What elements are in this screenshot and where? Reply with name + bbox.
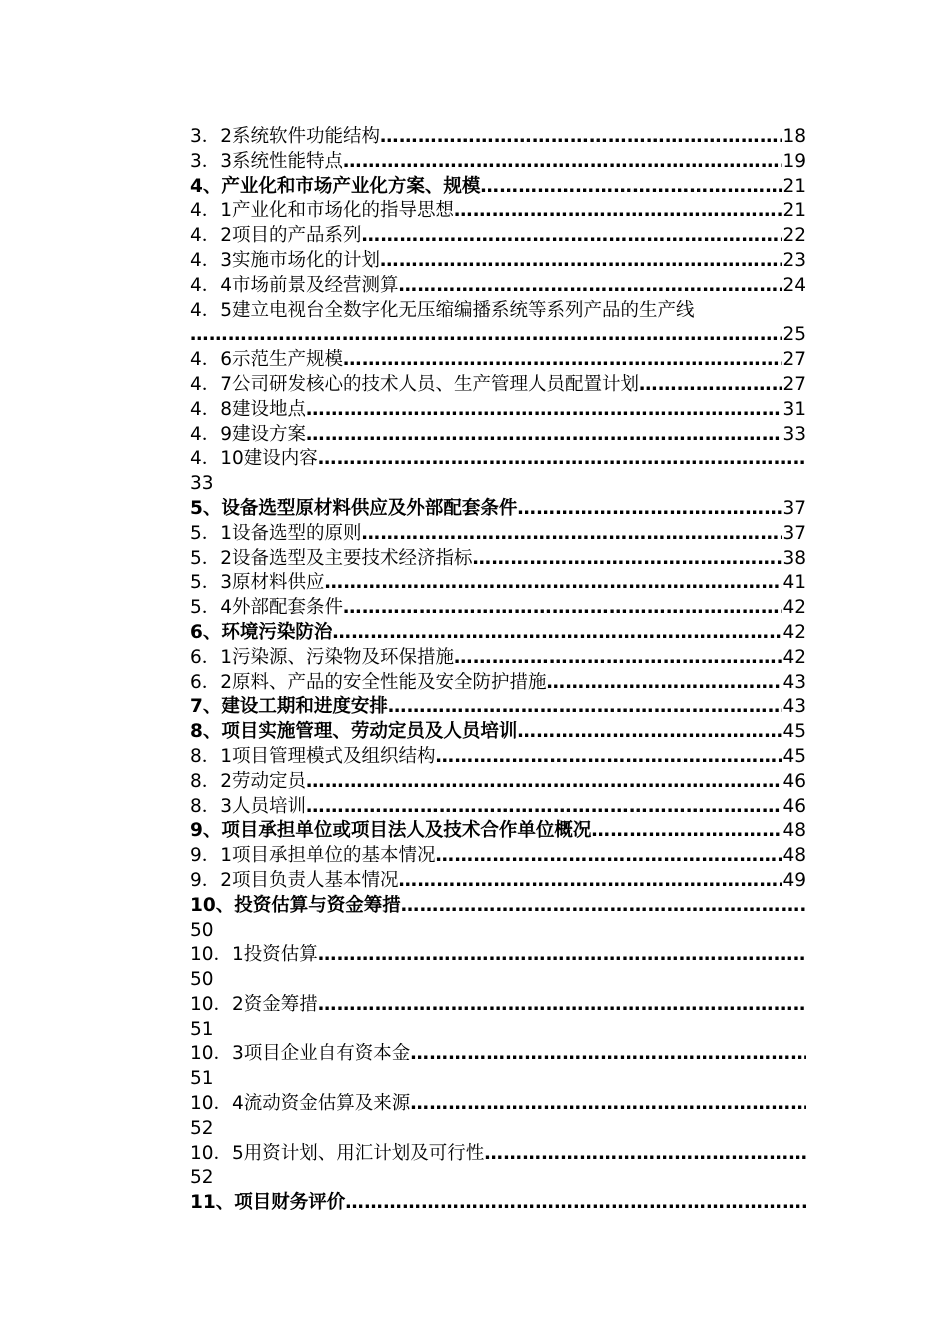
- toc-entry[interactable]: [190, 869, 806, 894]
- toc-entry[interactable]: [190, 943, 806, 968]
- toc-entry-title: 4、产业化和市场产业化方案、规模: [190, 175, 481, 197]
- toc-entry[interactable]: [190, 894, 806, 919]
- toc-entry-title: 8、项目实施管理、劳动定员及人员培训: [190, 721, 518, 743]
- toc-page-number: 43: [782, 671, 806, 693]
- toc-entry-title: 8．3人员培训: [190, 795, 307, 817]
- toc-page-number: 27: [782, 373, 806, 395]
- toc-page-number: 27: [782, 349, 806, 371]
- toc-page-number: 37: [782, 497, 806, 519]
- toc-entry-title: 5．3原材料供应: [190, 572, 325, 594]
- toc-page-number: 42: [782, 621, 806, 643]
- toc-entry-title: 3．2系统软件功能结构: [190, 126, 381, 147]
- toc-page-number: 23: [782, 249, 806, 271]
- toc-dot-leader: [343, 596, 782, 621]
- toc-entry-title: 4．10建设内容: [190, 448, 318, 470]
- toc-dot-leader: [318, 993, 806, 1018]
- toc-dot-leader: [454, 646, 782, 671]
- toc-page-number: 45: [782, 721, 806, 743]
- toc-entry-title: 5、设备选型原材料供应及外部配套条件: [190, 497, 518, 519]
- toc-page-number: 22: [782, 225, 806, 247]
- toc-dot-leader: [517, 720, 782, 745]
- toc-dot-leader: [332, 621, 782, 646]
- toc-page-number: 49: [782, 869, 806, 891]
- toc-entry[interactable]: [190, 596, 806, 621]
- toc-entry[interactable]: [190, 745, 806, 770]
- toc-dot-leader: [325, 571, 783, 596]
- toc-entry[interactable]: [190, 547, 806, 572]
- toc-entry-title: 4．3实施市场化的计划: [190, 249, 381, 271]
- toc-entry-title: 51: [190, 1018, 214, 1040]
- toc-entry-title: 8．2劳动定员: [190, 770, 307, 792]
- toc-dot-leader: [345, 1191, 806, 1216]
- toc-entry-title: 11、项目财务评价: [190, 1192, 346, 1214]
- toc-entry-title: 6．1污染源、污染物及环保措施: [190, 646, 455, 668]
- toc-entry[interactable]: [190, 1191, 806, 1216]
- toc-dot-leader: [306, 423, 782, 448]
- toc-dot-leader: [190, 323, 782, 348]
- toc-page-number: 31: [782, 398, 806, 420]
- toc-entry[interactable]: [190, 1042, 806, 1067]
- toc-dot-leader: [399, 274, 783, 299]
- toc-entry-title: 10．4流动资金估算及来源: [190, 1093, 411, 1115]
- toc-entry[interactable]: [190, 274, 806, 299]
- toc-entry-title: 9．2项目负责人基本情况: [190, 869, 399, 891]
- toc-entry[interactable]: [190, 844, 806, 869]
- toc-entry-title: 10、投资估算与资金筹措: [190, 894, 401, 916]
- toc-page-number: 45: [782, 745, 806, 767]
- toc-entry-title: 5．1设备选型的原则: [190, 522, 362, 544]
- toc-entry-title: 10．1投资估算: [190, 944, 318, 966]
- toc-dot-leader: [517, 497, 782, 522]
- toc-dot-leader: [473, 547, 783, 572]
- toc-entry-title: 4．7公司研发核心的技术人员、生产管理人员配置计划: [190, 373, 640, 395]
- toc-entry[interactable]: [190, 447, 806, 472]
- toc-entry-title: 4．5建立电视台全数字化无压缩编播系统等系列产品的生产线: [190, 299, 695, 321]
- toc-dot-leader: [401, 894, 806, 919]
- toc-entry[interactable]: [190, 1018, 806, 1043]
- toc-page-number: 42: [782, 646, 806, 668]
- toc-dot-leader: [362, 522, 783, 547]
- toc-dot-leader: [306, 770, 782, 795]
- toc-entry[interactable]: [190, 819, 806, 844]
- toc-dot-leader: [410, 1092, 806, 1117]
- toc-entry[interactable]: [190, 373, 806, 398]
- toc-entry-title: 7、建设工期和进度安排: [190, 696, 388, 718]
- toc-page-number: 21: [782, 200, 806, 222]
- toc-page-number: 25: [782, 324, 806, 346]
- toc-entry[interactable]: [190, 646, 806, 671]
- toc-page-number: 24: [782, 274, 806, 296]
- toc-entry[interactable]: [190, 919, 806, 944]
- toc-entry-title: 4．6示范生产规模: [190, 349, 344, 371]
- toc-entry[interactable]: [190, 795, 806, 820]
- toc-dot-leader: [436, 745, 783, 770]
- toc-entry-title: 9、项目承担单位或项目法人及技术合作单位概况: [190, 820, 592, 842]
- toc-page-number: 46: [782, 795, 806, 817]
- toc-entry[interactable]: [190, 770, 806, 795]
- toc-page-number: 48: [782, 845, 806, 867]
- toc-page-number: 41: [782, 572, 806, 594]
- toc-entry-title: 6．2原料、产品的安全性能及安全防护措施: [190, 671, 547, 693]
- toc-entry[interactable]: [190, 522, 806, 547]
- toc-entry[interactable]: [190, 472, 806, 497]
- toc-dot-leader: [639, 373, 782, 398]
- toc-entry[interactable]: [190, 299, 806, 324]
- toc-dot-leader: [343, 348, 782, 373]
- toc-entry-title: 33: [190, 473, 214, 495]
- toc-entry[interactable]: [190, 968, 806, 993]
- toc-dot-leader: [399, 869, 783, 894]
- toc-page-number: 18: [782, 126, 806, 147]
- toc-entry[interactable]: [190, 249, 806, 274]
- toc-dot-leader: [306, 398, 782, 423]
- toc-dot-leader: [318, 447, 806, 472]
- toc-entry-title: 52: [190, 1167, 214, 1189]
- toc-page-number: 37: [782, 522, 806, 544]
- toc-dot-leader: [436, 844, 783, 869]
- toc-entry[interactable]: [190, 423, 806, 448]
- toc-entry[interactable]: [190, 497, 806, 522]
- toc-entry-title: 10．2资金筹措: [190, 993, 318, 1015]
- toc-entry-title: 6、环境污染防治: [190, 621, 333, 643]
- toc-entry[interactable]: [190, 695, 806, 720]
- toc-entry-title: 50: [190, 919, 214, 941]
- toc-dot-leader: [480, 175, 782, 200]
- toc-dot-leader: [484, 1142, 806, 1167]
- toc-entry[interactable]: [190, 175, 806, 200]
- toc-page-number: 43: [782, 696, 806, 718]
- toc-entry-title: 4．1产业化和市场化的指导思想: [190, 200, 455, 222]
- toc-entry-title: 9．1项目承担单位的基本情况: [190, 845, 436, 867]
- toc-page-number: 46: [782, 770, 806, 792]
- toc-entry[interactable]: [190, 1142, 806, 1167]
- toc-entry[interactable]: [190, 1067, 806, 1092]
- toc-entry[interactable]: [190, 993, 806, 1018]
- toc-dot-leader: [380, 125, 782, 150]
- toc-entry[interactable]: [190, 150, 806, 175]
- toc-entry[interactable]: [190, 671, 806, 696]
- toc-dot-leader: [410, 1042, 806, 1067]
- toc-dot-leader: [343, 150, 782, 175]
- toc-dot-leader: [547, 671, 783, 696]
- toc-page-number: 48: [782, 820, 806, 842]
- toc-dot-leader: [454, 199, 782, 224]
- toc-entry-title: 10．5用资计划、用汇计划及可行性: [190, 1142, 485, 1164]
- toc-entry-title: 4．8建设地点: [190, 398, 307, 420]
- toc-entry-title: 5．4外部配套条件: [190, 597, 344, 619]
- toc-entry[interactable]: [190, 1117, 806, 1142]
- toc-entry[interactable]: [190, 398, 806, 423]
- toc-entry[interactable]: [190, 199, 806, 224]
- toc-dot-leader: [380, 249, 782, 274]
- toc-dot-leader: [318, 943, 806, 968]
- toc-entry-title: 4．9建设方案: [190, 423, 307, 445]
- toc-entry[interactable]: [190, 224, 806, 249]
- toc-entry-title: 50: [190, 969, 214, 991]
- toc-page-number: 19: [782, 150, 806, 172]
- toc-entry-title: 4．4市场前景及经营测算: [190, 274, 399, 296]
- toc-entry-title: 5．2设备选型及主要技术经济指标: [190, 547, 473, 569]
- toc-entry[interactable]: [190, 1092, 806, 1117]
- toc-dot-leader: [306, 795, 782, 820]
- toc-entry[interactable]: [190, 348, 806, 373]
- toc-dot-leader: [388, 695, 783, 720]
- toc-page-number: 33: [782, 423, 806, 445]
- toc-entry-title: 51: [190, 1068, 214, 1090]
- toc-page-number: 38: [782, 547, 806, 569]
- toc-page-number: 21: [782, 175, 806, 197]
- toc-entry-title: 10．3项目企业自有资本金: [190, 1043, 411, 1065]
- toc-entry-title: 3．3系统性能特点: [190, 150, 344, 172]
- toc-entry[interactable]: [190, 323, 806, 348]
- toc-entry[interactable]: [190, 1166, 806, 1191]
- toc-page-number: 42: [782, 597, 806, 619]
- toc-entry[interactable]: [190, 571, 806, 596]
- toc-dot-leader: [591, 819, 782, 844]
- toc-entry[interactable]: [190, 125, 806, 150]
- toc-dot-leader: [362, 224, 783, 249]
- toc-entry-title: 8．1项目管理模式及组织结构: [190, 745, 436, 767]
- toc-entry-title: 52: [190, 1117, 214, 1139]
- toc-entry[interactable]: [190, 621, 806, 646]
- table-of-contents: [190, 125, 806, 1216]
- toc-entry[interactable]: [190, 720, 806, 745]
- toc-entry-title: 4．2项目的产品系列: [190, 225, 362, 247]
